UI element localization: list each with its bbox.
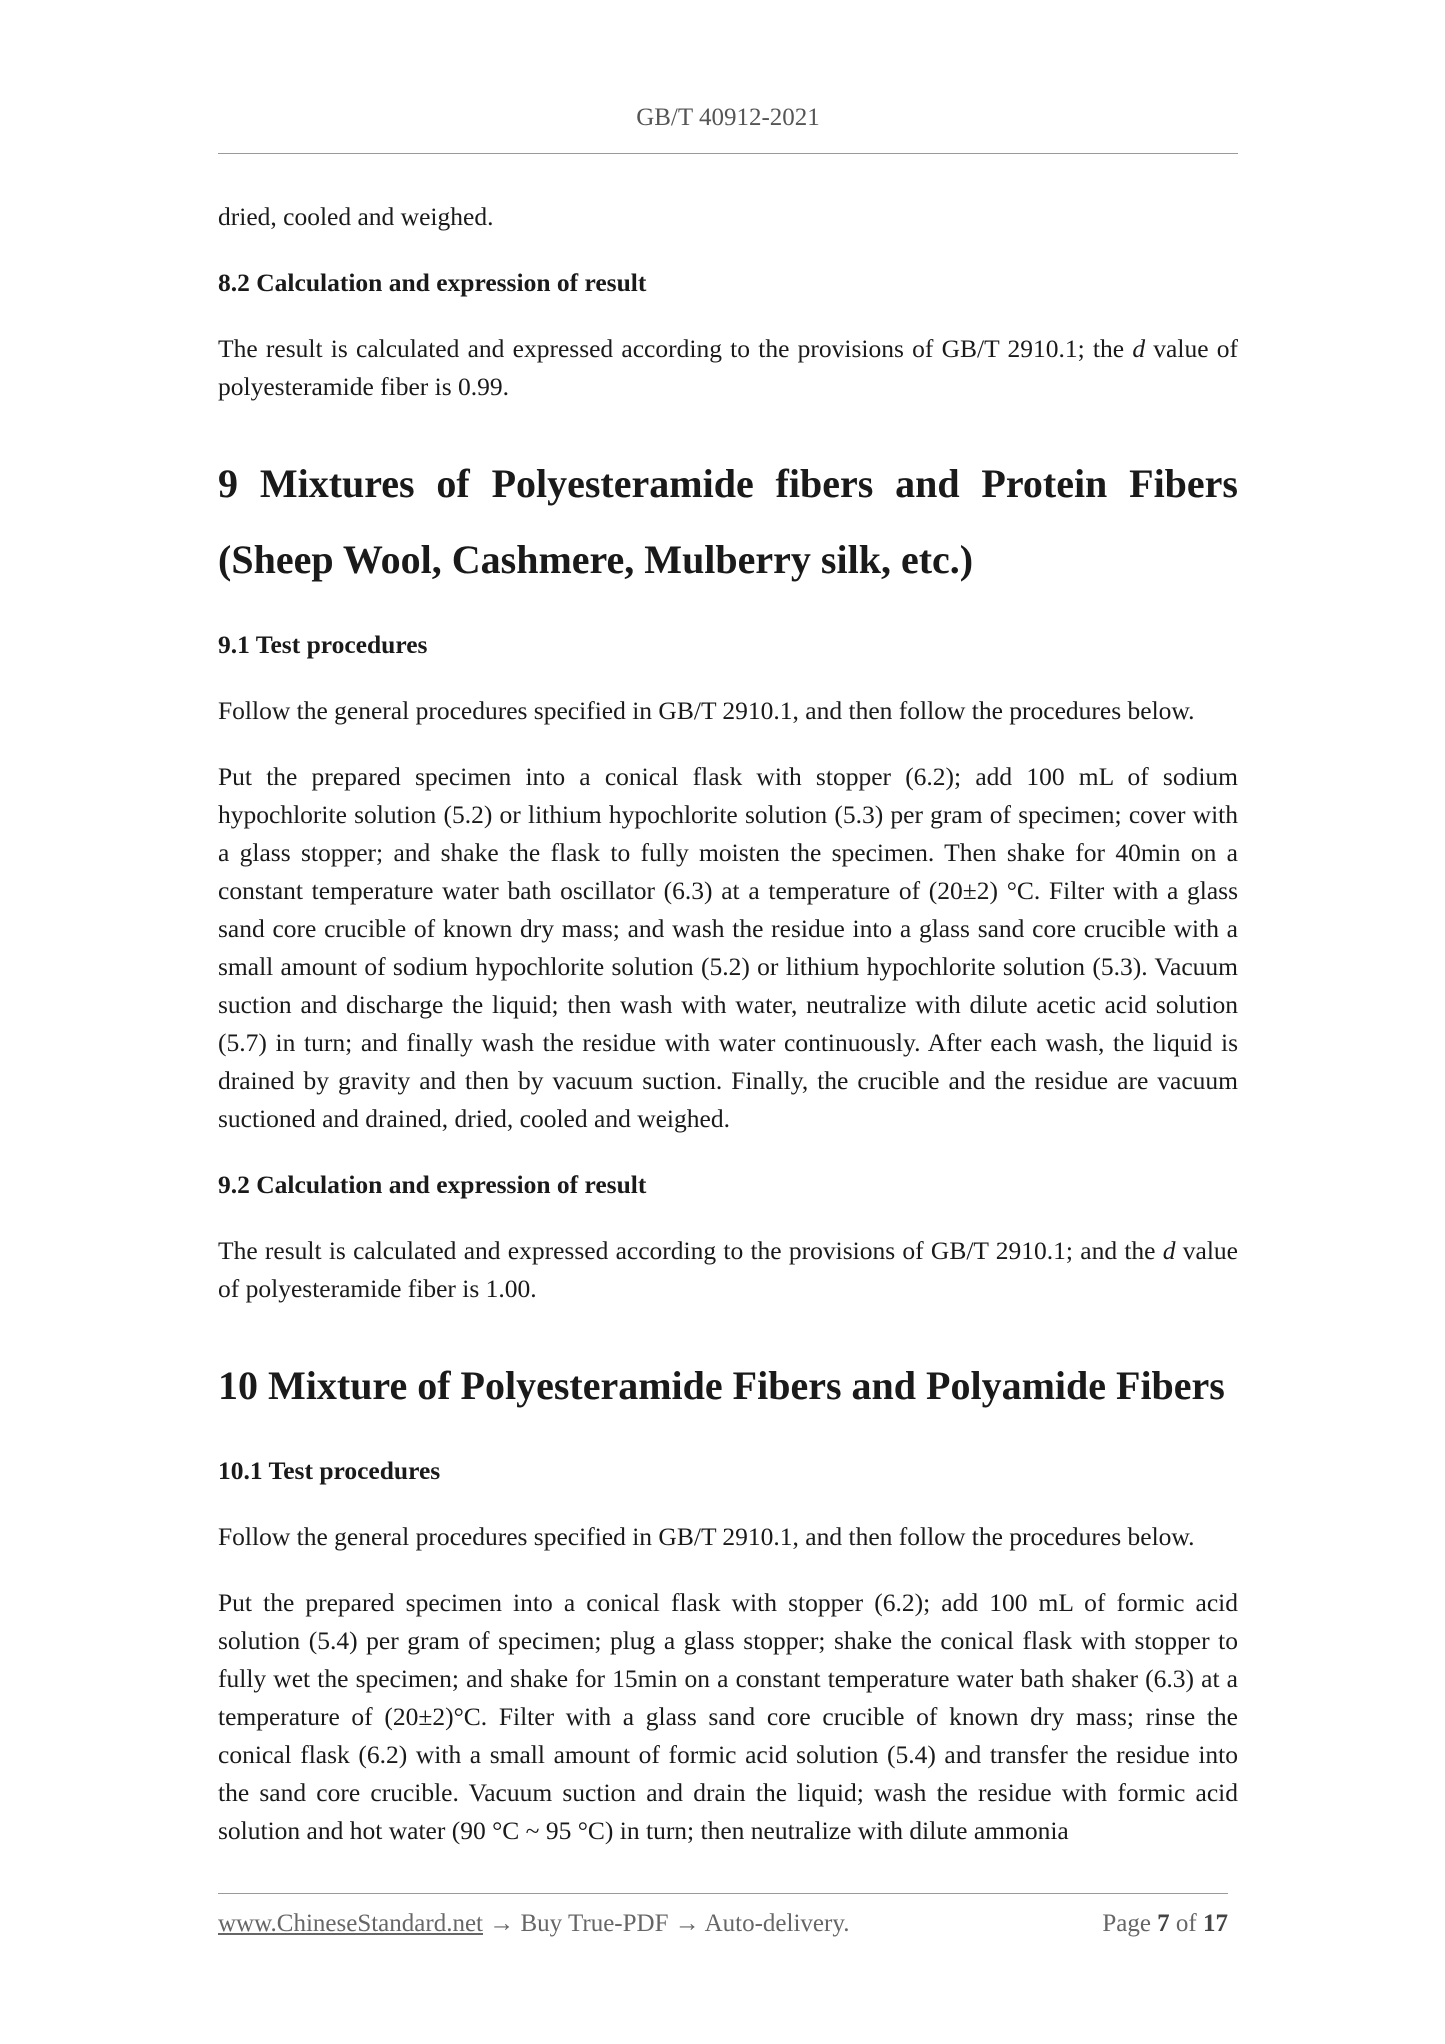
document-page — [218, 0, 1238, 2044]
section-9-title: 9 Mixtures of Polyesteramide fibers and Protein Fibers (Sheep Wool, Cashmere, Mulberry silk, etc.) — [218, 461, 1238, 582]
total-page-count: 17 — [1203, 1910, 1228, 1937]
section-8-2-text: The result is calculated and expressed according to the provisions of GB/T 2910.1; the d value of polyesteramide fiber is 0.99. — [218, 334, 1238, 401]
section-10-1-paragraph-2: Put the prepared specimen into a conical flask with stopper (6.2); add 100 mL of formic acid solution (5.4) per gram of specimen; plug a glass stopper; shake the conical flask with stopper to fully wet the specimen; and shake for 15min on a constant temperature water bath shaker (6.3) at a temperature of (20±2)°C. Filter with a glass sand core crucible of known dry mass; rinse the conical flask (6.2) with a small amount of formic acid solution (5.4) and transfer the residue into the sand core crucible. Vacuum suction and drain the liquid; wash the residue with formic acid solution and hot water (90 °C ~ 95 °C) in turn; then neutralize with dilute ammonia — [218, 1588, 1238, 1845]
section-9-1-paragraph-1: Follow the general procedures specified in GB/T 2910.1, and then follow the procedures below. — [218, 696, 1195, 725]
section-9-2-title: 9.2 Calculation and expression of result — [218, 1170, 647, 1199]
header-divider — [218, 153, 1238, 154]
d-variable: d — [1132, 334, 1146, 363]
arrow-right-icon: → — [674, 1910, 700, 1937]
section-9-1-paragraph-2: Put the prepared specimen into a conical flask with stopper (6.2); add 100 mL of sodium hypochlorite solution (5.2) or lithium hypochlorite solution (5.3) per gram of specimen; cover with a glass stopper; and shake the flask to fully moisten the specimen. Then shake for 40min on a constant temperature water bath oscillator (6.3) at a temperature of (20±2) °C. Filter with a glass sand core crucible of known dry mass; and wash the residue into a glass sand core crucible with a small amount of sodium hypochlorite solution (5.2) or lithium hypochlorite solution (5.3). Vacuum suction and discharge the liquid; then wash with water, neutralize with dilute acetic acid solution (5.7) in turn; and finally wash the residue with water continuously. After each wash, the liquid is drained by gravity and then by vacuum suction. Finally, the crucible and the residue are vacuum suctioned and drained, dried, cooled and weighed. — [218, 762, 1238, 1133]
section-10-1-paragraph-1: Follow the general procedures specified in GB/T 2910.1, and then follow the procedures below. — [218, 1522, 1195, 1551]
section-10-1-title: 10.1 Test procedures — [218, 1456, 441, 1485]
section-10-title: 10 Mixture of Polyesteramide Fibers and Polyamide Fibers — [218, 1363, 1225, 1408]
page-indicator: Page 7 of 17 — [1102, 1910, 1228, 1937]
document-footer — [218, 1910, 1228, 1938]
section-9-2-text: The result is calculated and expressed according to the provisions of GB/T 2910.1; and the d value of polyesteramide fiber is 1.00. — [218, 1236, 1238, 1303]
footer-divider — [218, 1893, 1228, 1894]
d-variable: d — [1162, 1236, 1176, 1265]
chinese-standard-link[interactable]: www.ChineseStandard.net — [218, 1910, 483, 1937]
auto-delivery-text: Auto-delivery. — [704, 1910, 850, 1937]
arrow-right-icon: → — [489, 1910, 515, 1937]
section-9-1-title: 9.1 Test procedures — [218, 630, 428, 659]
section-8-2-title: 8.2 Calculation and expression of result — [218, 268, 647, 297]
document-header: GB/T 40912-2021 — [636, 104, 820, 131]
paragraph-dried: dried, cooled and weighed. — [218, 202, 494, 231]
buy-true-pdf-text: Buy True-PDF — [520, 1910, 669, 1937]
document-body — [218, 198, 1238, 1850]
current-page-number: 7 — [1157, 1910, 1170, 1937]
